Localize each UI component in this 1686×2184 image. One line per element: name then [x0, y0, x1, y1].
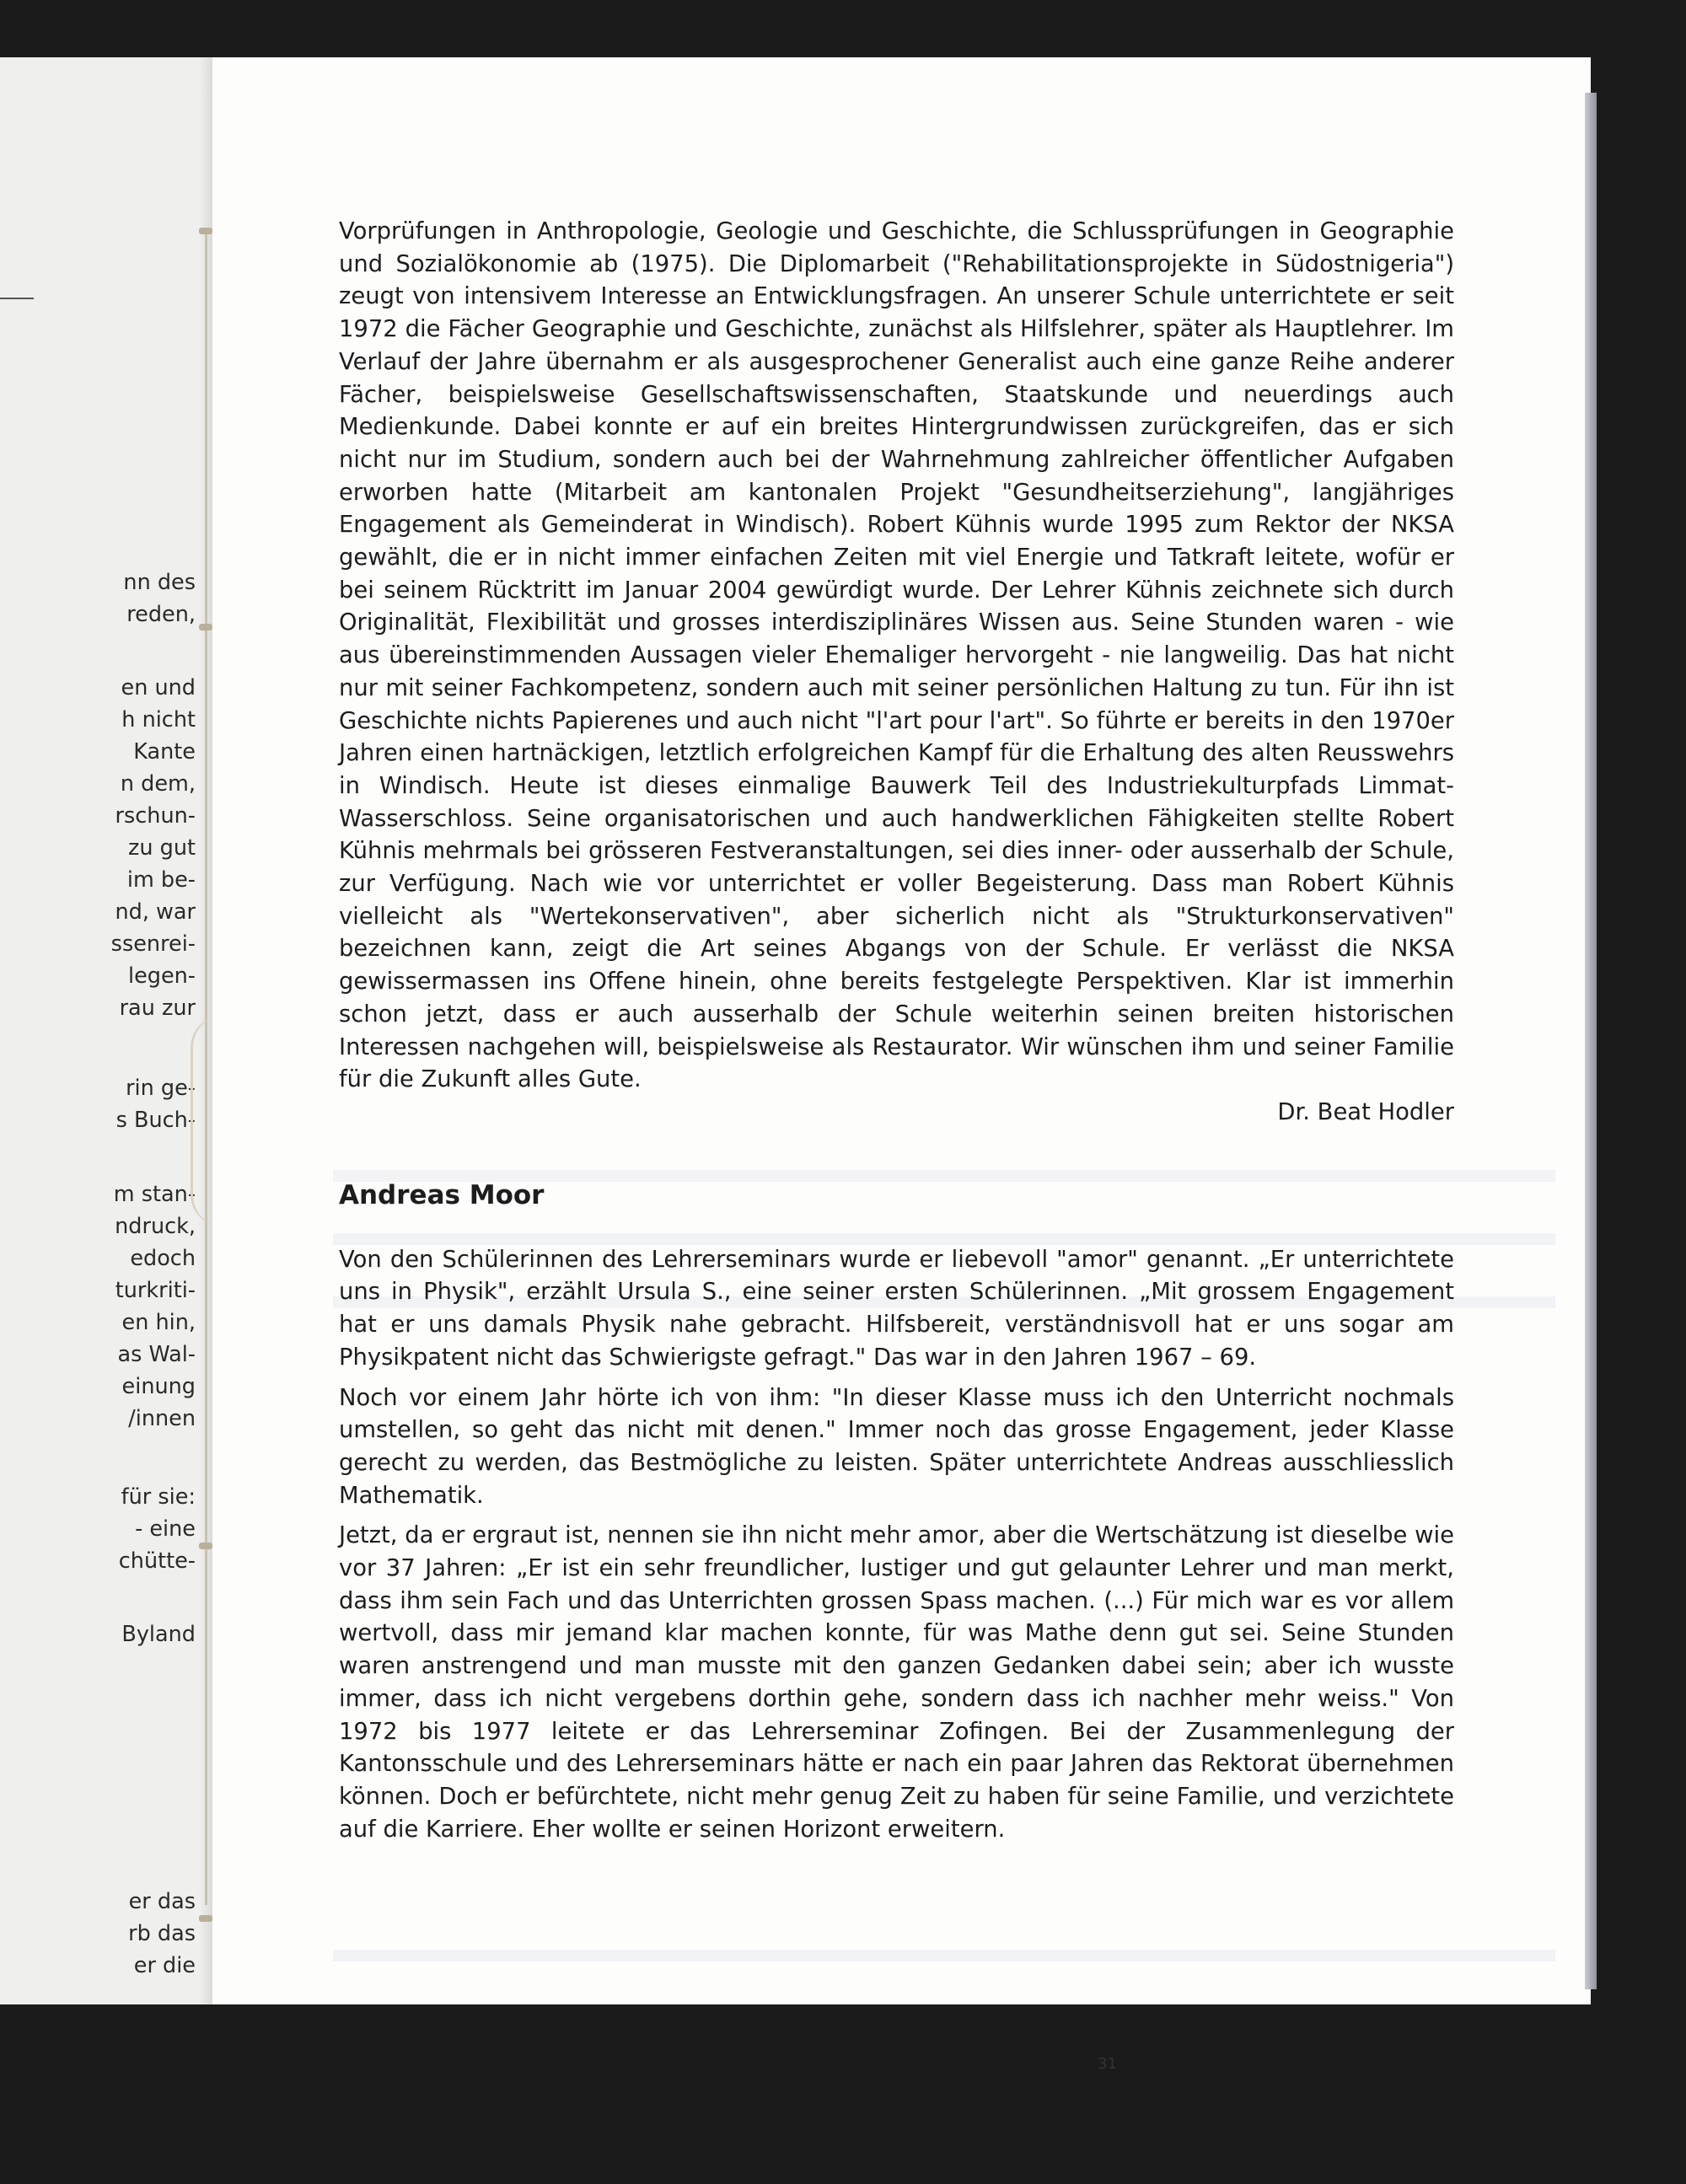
left-fragment: chütte-: [118, 1548, 196, 1574]
binding-stitch: [199, 1543, 212, 1549]
left-fragment: rau zur: [119, 995, 196, 1021]
article-1-paragraph: Vorprüfungen in Anthropologie, Geologie und Geschichte, die Schlussprüfungen in Geographie und Sozialökonomie ab (1975). Die Diplomarbeit ("Rehabilitationsprojekte in Südostnigeria") zeugt von intensivem Interesse an Entwicklungsfragen. An unserer Schule unterrichtete er seit 1972 die Fächer Geographie und Geschichte, zunächst als Hilfslehrer, später als Hauptlehrer. Im Verlauf der Jahre übernahm er als ausgesprochener Generalist auch eine ganze Reihe anderer Fächer, beispielsweise Gesellschaftswissenschaften, Staatskunde und neuerdings auch Medienkunde. Dabei konnte er auf ein breites Hintergrundwissen zurückgreifen, das er sich nicht nur im Studium, sondern auch bei der Wahrnehmung zahlreicher öffentlicher Aufgaben erworben hatte (Mitarbeit am kantonalen Projekt "Gesundheitserziehung", langjähriges Engagement als Gemeinderat in Windisch). Robert Kühnis wurde 1995 zum Rektor der NKSA gewählt, die er in nicht immer einfachen Zeiten mit viel Energie und Tatkraft leitete, wofür er bei seinem Rücktritt im Januar 2004 gewürdigt wurde. Der Lehrer Kühnis zeichnete sich durch Originalität, Flexibilität und grosses interdisziplinäres Wissen aus. Seine Stunden waren - wie aus übereinstimmenden Aussagen vieler Ehemaliger hervorgeht - nie langweilig. Das hat nicht nur mit seiner Fachkompetenz, sondern auch mit seiner persönlichen Haltung zu tun. Für ihn ist Geschichte nichts Papierenes und auch nicht "l'art pour l'art". So führte er bereits in den 1970er Jahren einen hartnäckigen, letztlich erfolgreichen Kampf für die Erhaltung des alten Reusswehrs in Windisch. Heute ist dieses einmalige Bauwerk Teil des Industriekulturpfads Limmat-Wasserschloss. Seine organisatorischen und auch handwerklichen Fähigkeiten stellte Robert Kühnis mehrmals bei grösseren Festveranstaltungen, sei dies inner- oder ausserhalb der Schule, zur Verfügung. Nach wie vor unterrichtet er voller Begeisterung. Dass man Robert Kühnis vielleicht als "Wertekonservativen", aber sicherlich nicht als "Strukturkonservativen" bezeichnen kann, zeigt die Art seines Abgangs von der Schule. Er verlässt die NKSA gewissermassen ins Offene hinein, ohne bereits festgelegte Perspektiven. Klar ist immerhin schon jetzt, dass er auch ausserhalb der Schule weiterhin seinen breiten historischen Interessen nachgehen will, beispielsweise als Restaurator. Wir wünschen ihm und seiner Familie für die Zukunft alles Gute.: [339, 218, 1454, 1093]
page-content: [339, 216, 1454, 1846]
left-fragment: für sie:: [121, 1484, 196, 1510]
left-fragment: nn des: [123, 570, 196, 595]
left-fragment: en und: [121, 675, 196, 700]
binding-stitch: [199, 228, 212, 234]
left-fragment: - eine: [135, 1516, 196, 1542]
page-number: 31: [1098, 2055, 1117, 2073]
article-2-paragraph: Von den Schülerinnen des Lehrerseminars wurde er liebevoll "amor" genannt. „Er unterrichtete uns in Physik", erzählt Ursula S., eine seiner ersten Schülerinnen. „Mit grossem Engagement hat er uns damals Physik nahe gebracht. Hilfsbereit, verständnisvoll hat er uns sogar am Physikpatent nicht das Schwierigste gefragt." Das war in den Jahren 1967 – 69.: [339, 1246, 1454, 1371]
left-fragment: turkriti-: [115, 1278, 196, 1303]
left-fragment: en hin,: [121, 1310, 196, 1335]
left-fragment: h nicht: [121, 707, 196, 732]
left-fragment: Byland: [121, 1622, 196, 1647]
left-fragment: ssenrei-: [110, 931, 196, 957]
left-fragment: er das: [128, 1889, 196, 1914]
left-fragment: nd, war: [115, 899, 196, 925]
page-edge-shadow: [1585, 93, 1597, 1989]
left-fragment: as Wal-: [117, 1342, 196, 1367]
left-page: [0, 57, 207, 2004]
left-fragment: im be-: [126, 867, 196, 893]
left-fragment: /innen: [128, 1406, 196, 1431]
left-fragment: m stan-: [113, 1182, 196, 1207]
divider-line: [0, 298, 34, 299]
left-fragment: n dem,: [120, 771, 196, 797]
binding-stitch: [199, 1915, 212, 1922]
left-fragment: s Buch-: [115, 1108, 196, 1133]
article-1-signature: Dr. Beat Hodler: [1277, 1098, 1454, 1125]
left-fragment: zu gut: [128, 835, 196, 861]
article-2-paragraph: Noch vor einem Jahr hörte ich von ihm: "In dieser Klasse muss ich den Unterricht nochmals umstellen, so geht das nicht mit denen." Immer noch das grosse Engagement, jeder Klasse gerecht zu werden, das Bestmögliche zu leisten. Später unterrichtete Andreas ausschliesslich Mathematik.: [339, 1384, 1454, 1509]
binding-stitch: [199, 624, 212, 631]
left-fragment: Kante: [133, 739, 196, 765]
left-fragment: legen-: [127, 963, 196, 989]
left-fragment: reden,: [126, 602, 196, 627]
show-through: [333, 1950, 1555, 1961]
right-page: [212, 57, 1591, 2073]
left-fragment: rin ge-: [126, 1076, 196, 1101]
left-fragment: ndruck,: [115, 1214, 196, 1239]
left-fragment: einung: [121, 1374, 196, 1399]
article-2-heading: Andreas Moor: [339, 1179, 545, 1210]
left-fragment: rb das: [128, 1921, 196, 1946]
left-fragment: rschun-: [115, 803, 196, 829]
left-fragment: edoch: [130, 1246, 196, 1271]
left-fragment: er die: [133, 1953, 196, 1978]
article-2-paragraph: Jetzt, da er ergraut ist, nennen sie ihn nicht mehr amor, aber die Wertschätzung ist dieselbe wie vor 37 Jahren: „Er ist ein sehr freundlicher, lustiger und gut gelaunter Lehrer und man merkt, dass ihm sein Fach und das Unterrichten grossen Spass machen. (...) Für mich war es vor allem wertvoll, dass mir jemand klar machen konnte, für was Mathe denn gut sei. Seine Stunden waren anstrengend und man musste mit den ganzen Gedanken dabei sein; aber ich wusste immer, dass ich nicht vergebens dorthin gehe, sondern dass ich nachher mehr weiss." Von 1972 bis 1977 leitete er das Lehrerseminar Zofingen. Bei der Zusammenlegung der Kantonsschule und des Lehrerseminars hätte er nach ein paar Jahren das Rektorat übernehmen können. Doch er befürchtete, nicht mehr genug Zeit zu haben für seine Familie, und verzichtete auf die Karriere. Eher wollte er seinen Horizont erweitern.: [339, 1522, 1454, 1843]
